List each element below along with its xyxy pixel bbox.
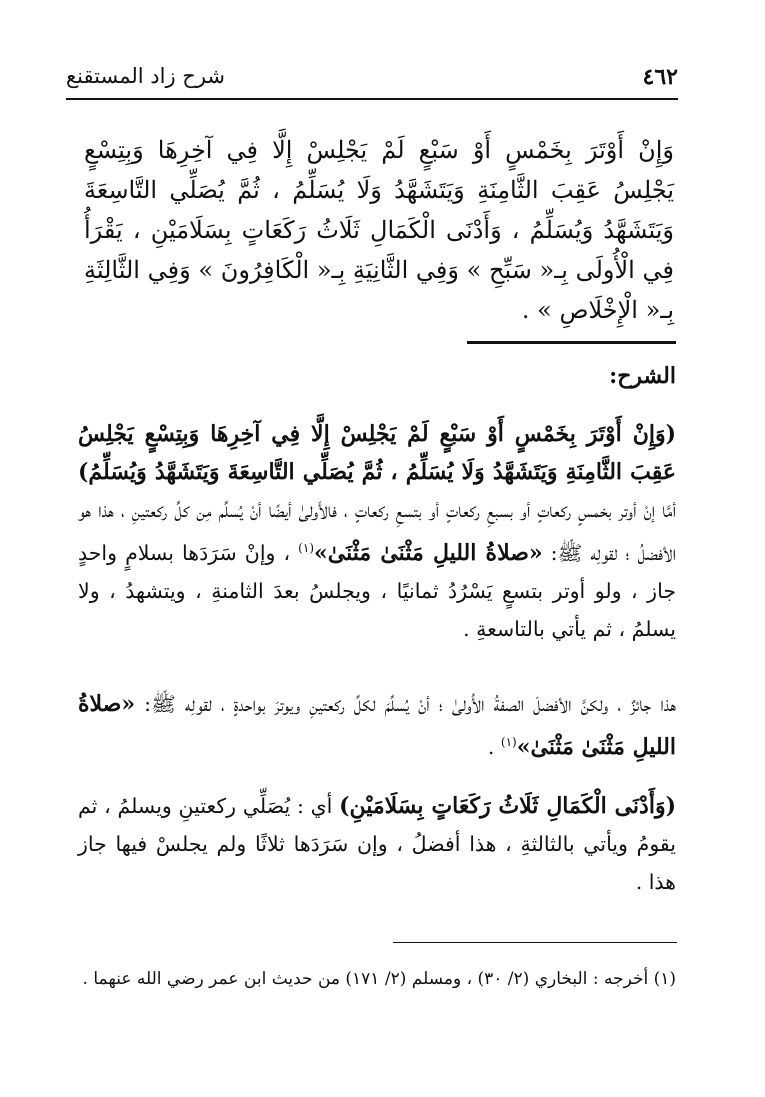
matn-quote: (وَأَدْنَى الْكَمَالِ ثَلَاثُ رَكَعَاتٍ بِسَلَامَيْنِ) — [339, 793, 676, 819]
commentary-text: هذا جائزٌ ، ولكنَّ الأفضلَ الصفةُ الأُولىٰ ؛ أنْ يُسلِّمَ لكلِّ ركعتينِ ويوترَ بواحدةٍ ، لقولِه ﷺ: — [135, 692, 676, 716]
commentary-text: . — [487, 734, 501, 759]
header-divider — [66, 98, 678, 100]
sharh-paragraph-2 — [78, 685, 676, 766]
sharh-paragraph-1 — [78, 415, 676, 648]
footnote-marker: (١) — [500, 735, 517, 749]
footnote-divider — [393, 942, 677, 943]
footnote-marker: (١) — [298, 541, 314, 555]
matn-divider — [467, 341, 676, 344]
book-title: شرح زاد المستقنع — [66, 64, 225, 88]
hadith-quote: «صلاةُ الليلِ مَثْنَىٰ مَثْنَىٰ» — [78, 691, 676, 760]
commentary-text: أمَّا إنْ أوتر بخمسٍ ركعاتٍ أو بسبعِ ركعاتٍ أو بتسعِ ركعاتٍ ، فالأَولىٰ أيضًا أنْ يُسلِّم مِن كلِّ ركعتينِ ، هذا هو الأفضلُ ؛ لقولِه ﷺ: — [78, 498, 676, 565]
matn-quote: (وَإِنْ أَوْتَرَ بِخَمْسٍ أَوْ سَبْعٍ لَمْ يَجْلِسْ إِلَّا فِي آخِرِهَا وَبِتِسْعٍ يَجْلِسُ عَقِبَ الثَّامِنَةِ وَيَتَشَهَّدُ وَلَا يُسَلِّمُ ، ثُمَّ يُصَلِّي التَّاسِعَةَ وَيَتَشَهَّدُ وَيُسَلِّمُ) — [78, 421, 677, 485]
sharh-paragraph-3 — [78, 787, 676, 901]
commentary-text: ، وإنْ سَرَدَها بسلامٍ واحدٍ جاز ، ولو أوتر بتسعٍ يَسْرُدُ ثمانيًا ، ويجلسُ بعدَ الثامنةِ ، ويتشهدُ ، ولا يسلمُ ، ثم يأتي بالتاسعةِ . — [78, 540, 676, 641]
hadith-quote: «صلاةُ الليلِ مَثْنَىٰ مَثْنَىٰ» — [314, 539, 543, 566]
page-number: ٤٦٢ — [642, 64, 678, 90]
footnote: (١) أخرجه : البخاري (٢/ ٣٠) ، ومسلم (٢/ ١٧١) من حديث ابن عمر رضي الله عنهما . — [82, 969, 676, 989]
sharh-heading: الشرح: — [609, 363, 676, 389]
running-header — [66, 62, 678, 98]
commentary-text: أي : يُصَلِّي ركعتينِ ويسلمُ ، ثم يقومُ ويأتي بالثالثةِ ، هذا أفضلُ ، وإن سَرَدَها ثلاثًا ولم يجلسْ فيها جاز هذا . — [78, 794, 676, 894]
matn-text: وَإِنْ أَوْتَرَ بِخَمْسٍ أَوْ سَبْعٍ لَمْ يَجْلِسْ إِلَّا فِي آخِرِهَا وَبِتِسْعٍ يَجْلِسُ عَقِبَ الثَّامِنَةِ وَيَتَشَهَّدُ وَلَا يُسَلِّمُ ، ثُمَّ يُصَلِّي التَّاسِعَةَ وَيَتَشَهَّدُ وَيُسَلِّمُ ، وَأَدْنَى الْكَمَالِ ثَلَاثُ رَكَعَاتٍ بِسَلَامَيْنِ ، يَقْرَأُ فِي الْأُولَى بِـ« سَبِّحِ » وَفِي الثَّانِيَةِ بِـ« الْكَافِرُونَ » وَفِي الثَّالِثَةِ بِـ« الْإِخْلَاصِ » . — [84, 136, 674, 324]
